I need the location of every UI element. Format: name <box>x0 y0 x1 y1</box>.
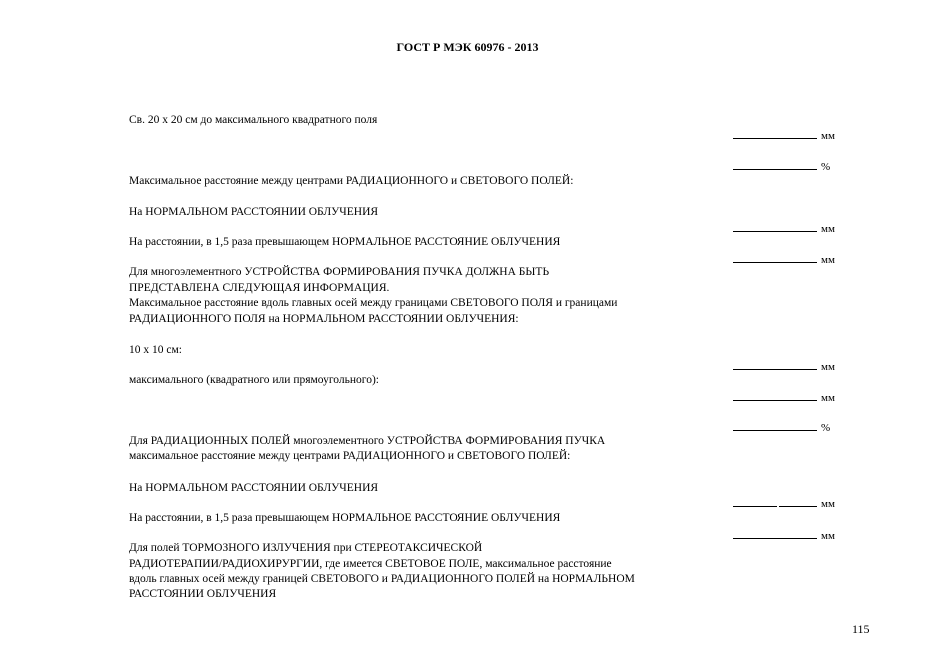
blank-line <box>733 390 817 401</box>
blank-line <box>733 128 817 139</box>
blank-field[interactable] <box>733 420 830 435</box>
text-line: На расстоянии, в 1,5 раза превышающем НОРМАЛЬНОЕ РАССТОЯНИЕ ОБЛУЧЕНИЯ <box>129 512 561 524</box>
page-number: 115 <box>852 622 870 636</box>
text-line: На НОРМАЛЬНОМ РАССТОЯНИИ ОБЛУЧЕНИЯ <box>129 206 379 218</box>
blank-line <box>779 496 817 507</box>
blank-line <box>733 159 817 170</box>
unit-label: мм <box>821 498 835 510</box>
blank-line <box>733 420 817 431</box>
text-line: Св. 20 х 20 см до максимального квадратного поля <box>129 114 378 126</box>
text-line: РАДИОТЕРАПИИ/РАДИОХИРУРГИИ, где имеется СВЕТОВОЕ ПОЛЕ, максимальное расстояние <box>129 558 612 570</box>
text-line: Для РАДИАЦИОННЫХ ПОЛЕЙ многоэлементного УСТРОЙСТВА ФОРМИРОВАНИЯ ПУЧКА <box>129 435 606 447</box>
text-line: Максимальное расстояние между центрами РАДИАЦИОННОГО и СВЕТОВОГО ПОЛЕЙ: <box>129 175 574 187</box>
unit-label: % <box>821 422 831 434</box>
blank-field[interactable] <box>733 221 835 236</box>
blank-field[interactable] <box>733 252 835 267</box>
blank-field[interactable] <box>733 359 835 374</box>
blank-field[interactable] <box>733 128 835 143</box>
unit-label: мм <box>821 254 835 266</box>
page-header: ГОСТ Р МЭК 60976 - 2013 <box>396 40 539 54</box>
text-line: Максимальное расстояние вдоль главных осей между границами СВЕТОВОГО ПОЛЯ и границами <box>129 297 618 309</box>
unit-label: мм <box>821 530 835 542</box>
blank-field[interactable] <box>733 390 835 405</box>
unit-label: мм <box>821 361 835 373</box>
blank-field[interactable] <box>733 528 835 543</box>
text-line: РАССТОЯНИИ ОБЛУЧЕНИЯ <box>129 588 277 600</box>
text-line: Для полей ТОРМОЗНОГО ИЗЛУЧЕНИЯ при СТЕРЕОТАКСИЧЕСКОЙ <box>129 542 483 554</box>
unit-label: % <box>821 161 831 173</box>
blank-line <box>733 359 817 370</box>
text-line: На НОРМАЛЬНОМ РАССТОЯНИИ ОБЛУЧЕНИЯ <box>129 482 379 494</box>
unit-label: мм <box>821 223 835 235</box>
blank-line <box>733 496 777 507</box>
text-line: ПРЕДСТАВЛЕНА СЛЕДУЮЩАЯ ИНФОРМАЦИЯ. <box>129 282 390 294</box>
text-line: 10 х 10 см: <box>129 344 182 356</box>
text-line: На расстоянии, в 1,5 раза превышающем НОРМАЛЬНОЕ РАССТОЯНИЕ ОБЛУЧЕНИЯ <box>129 236 561 248</box>
text-line: максимальное расстояние между центрами РАДИАЦИОННОГО и СВЕТОВОГО ПОЛЕЙ: <box>129 450 571 462</box>
unit-label: мм <box>821 392 835 404</box>
text-line: вдоль главных осей между границей СВЕТОВОГО и РАДИАЦИОННОГО ПОЛЕЙ на НОРМАЛЬНОМ <box>129 573 635 585</box>
text-line: Для многоэлементного УСТРОЙСТВА ФОРМИРОВАНИЯ ПУЧКА ДОЛЖНА БЫТЬ <box>129 266 550 278</box>
text-line: максимального (квадратного или прямоугольного): <box>129 374 379 386</box>
blank-line <box>733 221 817 232</box>
blank-field[interactable] <box>733 496 835 511</box>
unit-label: мм <box>821 130 835 142</box>
text-line: РАДИАЦИОННОГО ПОЛЯ на НОРМАЛЬНОМ РАССТОЯНИИ ОБЛУЧЕНИЯ: <box>129 313 519 325</box>
blank-line <box>733 528 817 539</box>
blank-line <box>733 252 817 263</box>
blank-field[interactable] <box>733 159 830 174</box>
